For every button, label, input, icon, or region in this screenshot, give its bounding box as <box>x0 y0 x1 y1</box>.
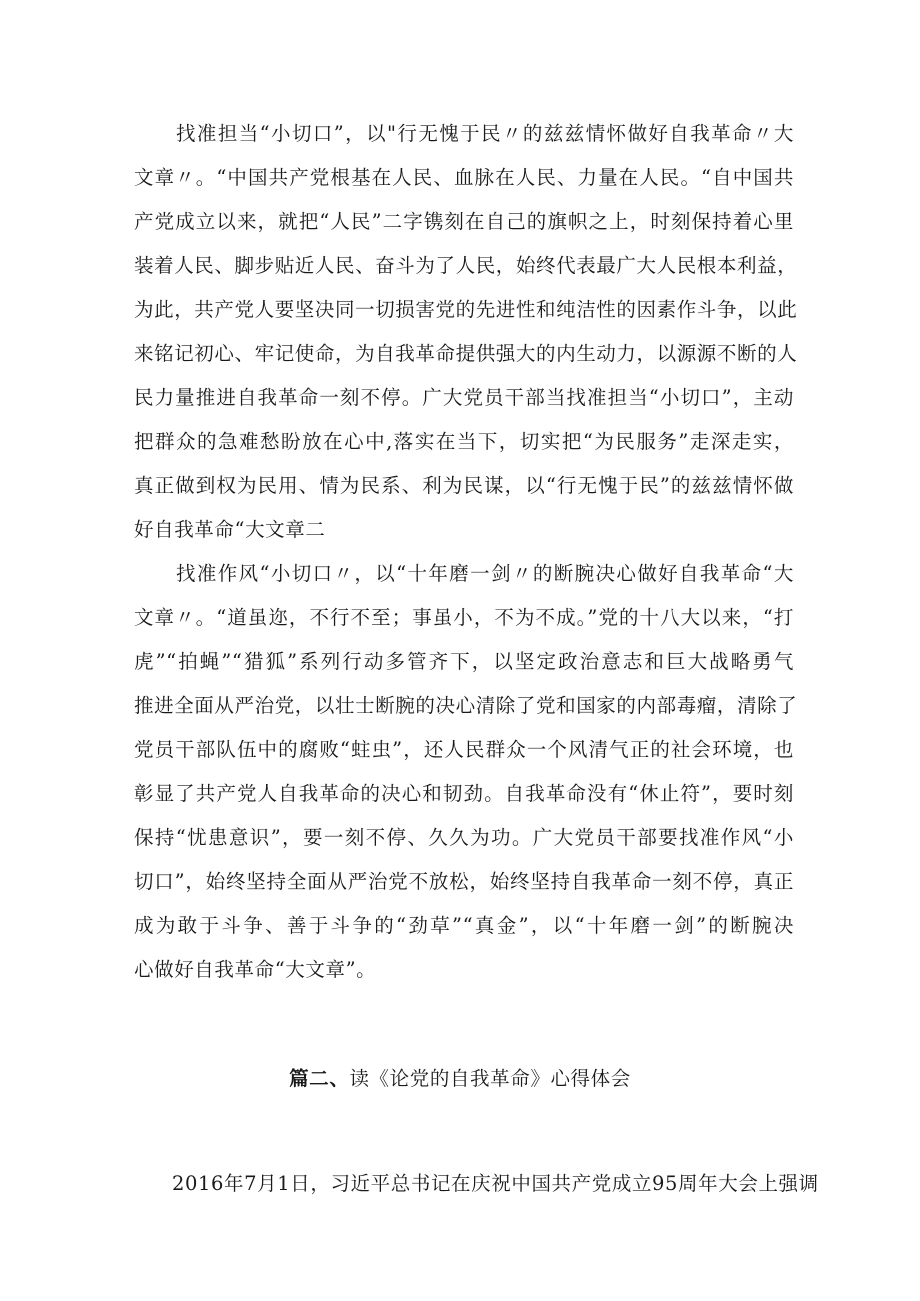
section-heading <box>0 1066 920 1092</box>
paragraph-line: 切口”，始终坚持全面从严治党不放松，始终坚持自我革命一刻不停，真正 <box>134 870 794 893</box>
paragraph-line: 党员干部队伍中的腐败“蛀虫”，还人民群众一个风清气正的社会环境，也 <box>134 738 794 761</box>
paragraph-line: 产党成立以来，就把“人民”二字镌刻在自己的旗帜之上，时刻保持着心里 <box>134 210 794 233</box>
paragraph-line: 为此，共产党人要坚决同一切损害党的先进性和纯洁性的因素作斗争，以此 <box>134 298 798 321</box>
paragraph-line: 文章〃。“中国共产党根基在人民、血脉在人民、力量在人民。“自中国共 <box>134 166 794 189</box>
section-heading-label: 篇二、 <box>289 1067 350 1090</box>
paragraph-line: 把群众的急难愁盼放在心中,落实在当下，切实把“为民服务”走深走实， <box>134 430 794 453</box>
section-heading-title: 读《论党的自我革命》心得体会 <box>349 1067 631 1090</box>
paragraph-line: 保持“忧患意识”，要一刻不停、久久为功。广大党员干部要找准作风“小 <box>134 826 794 849</box>
paragraph-line: 来铭记初心、牢记使命，为自我革命提供强大的内生动力，以源源不断的人 <box>134 342 798 365</box>
paragraph-line: 成为敢于斗争、善于斗争的“劲草”“真金”，以“十年磨一剑”的断腕决 <box>134 914 794 937</box>
paragraph-line: 装着人民、脚步贴近人民、奋斗为了人民，始终代表最广大人民根本利益， <box>134 254 798 277</box>
paragraph-line: 真正做到权为民用、情为民系、利为民谋，以“行无愧于民”的兹兹情怀做 <box>134 474 794 497</box>
paragraph-line: 民力量推进自我革命一刻不停。广大党员干部当找准担当“小切口”，主动 <box>134 386 794 409</box>
paragraph-line: 找准担当“小切口”，以"行无愧于民〃的兹兹情怀做好自我革命〃大 <box>176 122 794 145</box>
paragraph-line: 虎”“拍蝇”“猎狐”系列行动多管齐下，以坚定政治意志和巨大战略勇气 <box>134 650 794 673</box>
paragraph-line: 文章〃。“道虽迩，不行不至；事虽小，不为不成。”党的十八大以来，“打 <box>134 606 794 629</box>
paragraph-line: 好自我革命“大文章二 <box>134 518 326 541</box>
paragraph-line: 2016年7月1日，习近平总书记在庆祝中国共产党成立95周年大会上强调 <box>172 1172 819 1195</box>
paragraph-line: 心做好自我革命“大文章”。 <box>134 958 377 981</box>
paragraph-line: 找准作风“小切口〃，以“十年磨一剑〃的断腕决心做好自我革命“大 <box>176 562 794 585</box>
paragraph-line: 彰显了共产党人自我革命的决心和韧劲。自我革命没有“休止符”，要时刻 <box>134 782 794 805</box>
paragraph-line: 推进全面从严治党，以壮士断腕的决心清除了党和国家的内部毒瘤，清除了 <box>134 694 798 717</box>
